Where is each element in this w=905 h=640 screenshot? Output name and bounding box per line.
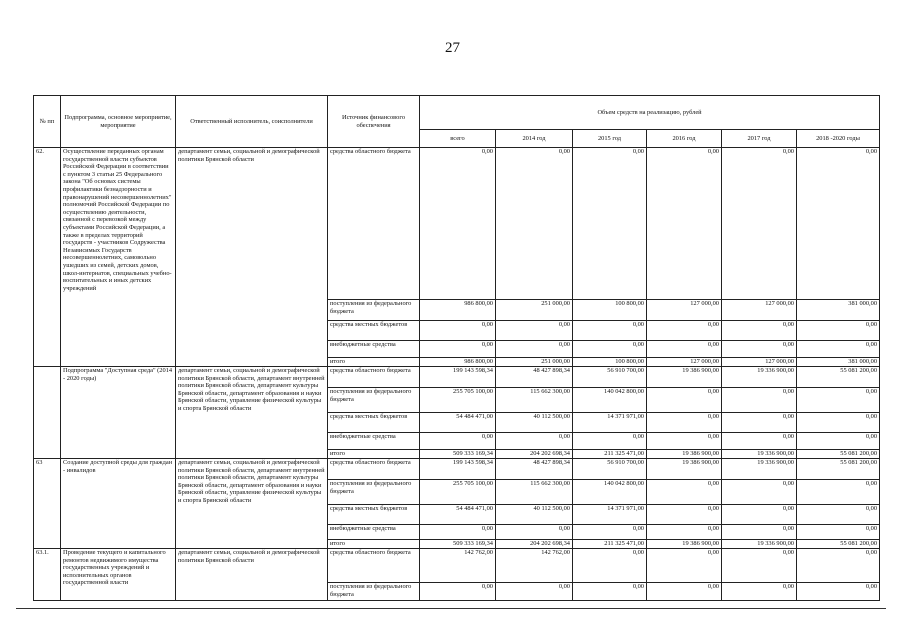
amount-cell: 115 662 300,00	[496, 480, 573, 505]
amount-cell: 251 000,00	[496, 358, 573, 367]
amount-cell: 0,00	[573, 433, 647, 450]
amount-cell: 0,00	[722, 321, 797, 341]
amount-cell: 381 000,00	[797, 358, 880, 367]
header-num: № пп	[34, 96, 61, 148]
amount-cell: 19 336 900,00	[722, 367, 797, 388]
amount-cell: 0,00	[420, 341, 496, 358]
amount-cell: 19 336 900,00	[722, 540, 797, 549]
header-source: Источник финансового обеспечения	[328, 96, 420, 148]
amount-cell: 0,00	[496, 341, 573, 358]
amount-cell: 0,00	[647, 525, 722, 540]
funding-source: поступления из федерального бюджета	[328, 480, 420, 505]
amount-cell: 0,00	[420, 148, 496, 300]
amount-cell: 986 800,00	[420, 300, 496, 321]
amount-cell: 0,00	[420, 433, 496, 450]
header-col: 2017 год	[722, 130, 797, 148]
amount-cell: 0,00	[797, 505, 880, 525]
amount-cell: 0,00	[722, 341, 797, 358]
amount-cell: 0,00	[573, 341, 647, 358]
amount-cell: 0,00	[496, 148, 573, 300]
header-col: 2018 -2020 годы	[797, 130, 880, 148]
budget-table	[33, 95, 880, 601]
amount-cell: 55 081 200,00	[797, 367, 880, 388]
amount-cell: 55 081 200,00	[797, 450, 880, 459]
header-col: 2014 год	[496, 130, 573, 148]
amount-cell: 0,00	[647, 433, 722, 450]
amount-cell: 0,00	[722, 413, 797, 433]
amount-cell: 381 000,00	[797, 300, 880, 321]
amount-cell: 19 336 900,00	[722, 459, 797, 480]
amount-cell: 0,00	[722, 480, 797, 505]
funding-source: средства местных бюджетов	[328, 413, 420, 433]
table-row	[34, 549, 880, 583]
bottom-rule	[16, 608, 886, 609]
amount-cell: 55 081 200,00	[797, 540, 880, 549]
amount-cell: 0,00	[647, 413, 722, 433]
row-number: 63	[34, 459, 61, 549]
amount-cell: 211 325 471,00	[573, 450, 647, 459]
amount-cell: 142 762,00	[420, 549, 496, 583]
amount-cell: 14 371 971,00	[573, 505, 647, 525]
amount-cell: 0,00	[797, 549, 880, 583]
funding-source: поступления из федерального бюджета	[328, 388, 420, 413]
amount-cell: 199 143 598,34	[420, 459, 496, 480]
amount-cell: 0,00	[722, 148, 797, 300]
amount-cell: 19 386 900,00	[647, 367, 722, 388]
amount-cell: 0,00	[647, 388, 722, 413]
funding-source: внебюджетные средства	[328, 341, 420, 358]
funding-source: поступления из федерального бюджета	[328, 300, 420, 321]
executor-name: департамент семьи, социальной и демографической политики Брянской области	[176, 549, 328, 601]
amount-cell: 0,00	[420, 525, 496, 540]
amount-cell: 19 386 900,00	[647, 450, 722, 459]
amount-cell: 0,00	[647, 505, 722, 525]
row-number: 63.1.	[34, 549, 61, 601]
amount-cell: 0,00	[647, 341, 722, 358]
funding-source: итого	[328, 358, 420, 367]
amount-cell: 0,00	[647, 480, 722, 505]
amount-cell: 986 800,00	[420, 358, 496, 367]
program-name: Создание доступной среды для граждан - инвалидов	[61, 459, 176, 549]
amount-cell: 127 000,00	[647, 300, 722, 321]
funding-source: поступления из федерального бюджета	[328, 583, 420, 601]
amount-cell: 199 143 598,34	[420, 367, 496, 388]
amount-cell: 0,00	[647, 321, 722, 341]
amount-cell: 56 910 700,00	[573, 367, 647, 388]
page-number: 27	[445, 40, 460, 56]
amount-cell: 0,00	[573, 525, 647, 540]
amount-cell: 115 662 300,00	[496, 388, 573, 413]
header-col: 2015 год	[573, 130, 647, 148]
amount-cell: 0,00	[420, 583, 496, 601]
amount-cell: 40 112 500,00	[496, 505, 573, 525]
amount-cell: 0,00	[797, 413, 880, 433]
row-number: 62.	[34, 148, 61, 367]
amount-cell: 0,00	[797, 433, 880, 450]
amount-cell: 0,00	[722, 388, 797, 413]
amount-cell: 127 000,00	[722, 300, 797, 321]
header-executor: Ответственный исполнитель, соисполнители	[176, 96, 328, 148]
amount-cell: 48 427 898,34	[496, 459, 573, 480]
funding-source: средства областного бюджета	[328, 459, 420, 480]
amount-cell: 509 333 169,34	[420, 540, 496, 549]
amount-cell: 56 910 700,00	[573, 459, 647, 480]
amount-cell: 0,00	[797, 583, 880, 601]
amount-cell: 54 484 471,00	[420, 413, 496, 433]
amount-cell: 211 325 471,00	[573, 540, 647, 549]
amount-cell: 140 042 800,00	[573, 480, 647, 505]
amount-cell: 0,00	[722, 583, 797, 601]
amount-cell: 0,00	[647, 583, 722, 601]
amount-cell: 0,00	[722, 549, 797, 583]
program-name: Проведение текущего и капитального ремонтов недвижимого имущества государственных учреждений и исполнительных органов государственной власти	[61, 549, 176, 601]
funding-source: итого	[328, 540, 420, 549]
amount-cell: 140 042 800,00	[573, 388, 647, 413]
amount-cell: 509 333 169,34	[420, 450, 496, 459]
amount-cell: 0,00	[496, 321, 573, 341]
amount-cell: 204 202 698,34	[496, 540, 573, 549]
amount-cell: 0,00	[420, 321, 496, 341]
amount-cell: 0,00	[573, 549, 647, 583]
amount-cell: 40 112 500,00	[496, 413, 573, 433]
funding-source: средства областного бюджета	[328, 367, 420, 388]
row-number	[34, 367, 61, 459]
amount-cell: 0,00	[496, 525, 573, 540]
amount-cell: 0,00	[797, 525, 880, 540]
amount-cell: 0,00	[647, 549, 722, 583]
amount-cell: 0,00	[573, 583, 647, 601]
funding-source: внебюджетные средства	[328, 433, 420, 450]
amount-cell: 0,00	[573, 148, 647, 300]
header-volume: Объем средств на реализацию, рублей	[420, 96, 880, 130]
amount-cell: 142 762,00	[496, 549, 573, 583]
executor-name: департамент семьи, социальной и демографической политики Брянской области	[176, 148, 328, 367]
amount-cell: 0,00	[797, 480, 880, 505]
funding-source: итого	[328, 450, 420, 459]
funding-source: средства местных бюджетов	[328, 321, 420, 341]
program-name: Осуществление переданных органам государственной власти субъектов Российской Федерации в соответствии с пунктом 3 статьи 25 Федерального закона "Об основах системы профилактики безнадзорности и правонарушений несовершеннолетних" полномочий Российской Федерации по осуществлению деятельности, связанной с перевозкой между субъектами Российской Федерации, а также в пределах территорий государств - участников Содружества Независимых Государств несовершеннолетних, самовольно ушедших из семей, детских домов, школ-интернатов, специальных учебно-воспитательных и иных детских учреждений	[61, 148, 176, 367]
amount-cell: 55 081 200,00	[797, 459, 880, 480]
amount-cell: 127 000,00	[722, 358, 797, 367]
executor-name: департамент семьи, социальной и демографической политики Брянской области, департамент внутренней политики Брянской области, департамент культуры Брянской области, департамент образования и науки Брянской области, управление физической культуры и спорта Брянской области	[176, 459, 328, 549]
amount-cell: 204 202 698,34	[496, 450, 573, 459]
amount-cell: 0,00	[722, 433, 797, 450]
amount-cell: 0,00	[722, 525, 797, 540]
amount-cell: 0,00	[797, 388, 880, 413]
program-name: Подпрограмма "Доступная среда" (2014 - 2020 годы)	[61, 367, 176, 459]
amount-cell: 0,00	[647, 148, 722, 300]
amount-cell: 0,00	[496, 583, 573, 601]
amount-cell: 255 705 100,00	[420, 480, 496, 505]
amount-cell: 0,00	[722, 505, 797, 525]
table-row	[34, 459, 880, 480]
amount-cell: 0,00	[573, 321, 647, 341]
amount-cell: 54 484 471,00	[420, 505, 496, 525]
amount-cell: 0,00	[797, 341, 880, 358]
amount-cell: 19 336 900,00	[722, 450, 797, 459]
amount-cell: 100 800,00	[573, 300, 647, 321]
funding-source: внебюджетные средства	[328, 525, 420, 540]
funding-source: средства областного бюджета	[328, 148, 420, 300]
amount-cell: 19 386 900,00	[647, 459, 722, 480]
amount-cell: 0,00	[797, 321, 880, 341]
funding-source: средства местных бюджетов	[328, 505, 420, 525]
amount-cell: 0,00	[496, 433, 573, 450]
funding-source: средства областного бюджета	[328, 549, 420, 583]
amount-cell: 100 800,00	[573, 358, 647, 367]
amount-cell: 255 705 100,00	[420, 388, 496, 413]
table-row	[34, 148, 880, 300]
amount-cell: 127 000,00	[647, 358, 722, 367]
amount-cell: 19 386 900,00	[647, 540, 722, 549]
table-row	[34, 367, 880, 388]
header-col: 2016 год	[647, 130, 722, 148]
executor-name: департамент семьи, социальной и демографической политики Брянской области, департамент внутренней политики Брянской области, департамент культуры Брянской области, департамент образования и науки Брянской области, управление физической культуры и спорта Брянской области	[176, 367, 328, 459]
header-subprogram: Подпрограмма, основное мероприятие, мероприятие	[61, 96, 176, 148]
amount-cell: 48 427 898,34	[496, 367, 573, 388]
amount-cell: 0,00	[797, 148, 880, 300]
amount-cell: 251 000,00	[496, 300, 573, 321]
header-col: всего	[420, 130, 496, 148]
amount-cell: 14 371 971,00	[573, 413, 647, 433]
